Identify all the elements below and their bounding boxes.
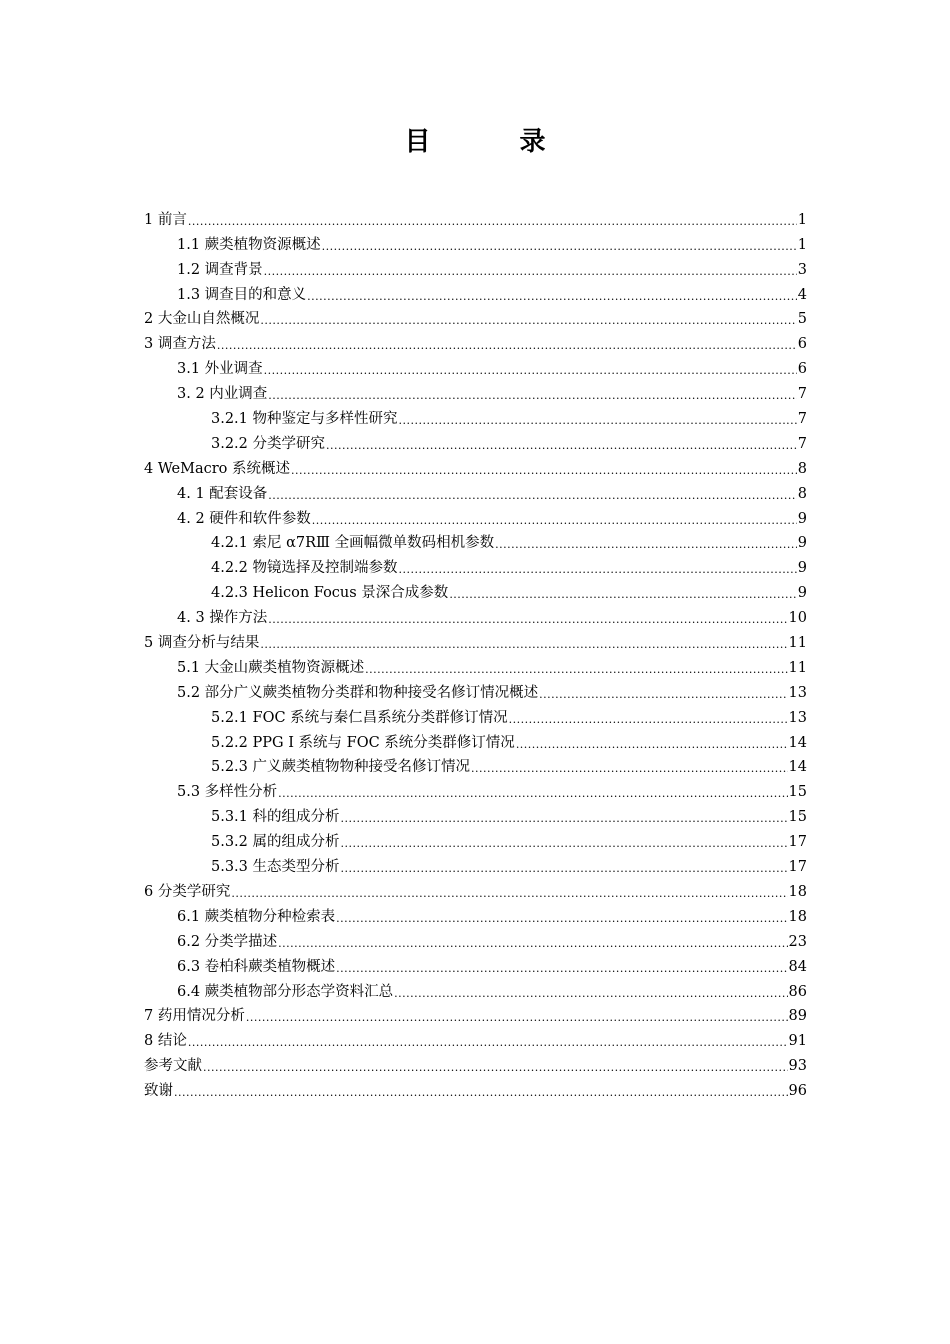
toc-dot-leader bbox=[188, 214, 797, 230]
toc-entry-page-number: 11 bbox=[788, 635, 807, 652]
toc-entry-page-number: 10 bbox=[788, 610, 807, 627]
toc-entry-title: 5.2 部分广义蕨类植物分类群和物种接受名修订情况概述 bbox=[177, 684, 539, 701]
toc-entry[interactable] bbox=[144, 777, 807, 802]
toc-entry-page-number: 7 bbox=[797, 386, 807, 403]
toc-entry-title: 5 调查分析与结果 bbox=[144, 635, 260, 652]
toc-dot-leader bbox=[495, 537, 797, 553]
toc-dot-leader bbox=[326, 438, 797, 454]
toc-entry[interactable] bbox=[144, 230, 807, 255]
toc-dot-leader bbox=[278, 936, 787, 952]
toc-dot-leader bbox=[539, 687, 787, 703]
toc-entry-title: 3.2.1 物种鉴定与多样性研究 bbox=[211, 411, 398, 428]
toc-entry-title: 5.1 大金山蕨类植物资源概述 bbox=[177, 659, 365, 676]
toc-entry-page-number: 7 bbox=[797, 411, 807, 428]
toc-entry-title: 6.3 卷柏科蕨类植物概述 bbox=[177, 958, 336, 975]
toc-entry-page-number: 17 bbox=[788, 859, 807, 876]
toc-entry-page-number: 14 bbox=[788, 759, 807, 776]
toc-dot-leader bbox=[217, 338, 797, 354]
toc-entry-page-number: 4 bbox=[797, 286, 807, 303]
toc-dot-leader bbox=[260, 313, 796, 329]
toc-dot-leader bbox=[268, 612, 787, 628]
toc-dot-leader bbox=[341, 811, 788, 827]
toc-entry-page-number: 18 bbox=[788, 908, 807, 925]
toc-entry-title: 1.1 蕨类植物资源概述 bbox=[177, 236, 321, 253]
toc-dot-leader bbox=[307, 289, 797, 305]
toc-entry[interactable] bbox=[144, 678, 807, 703]
toc-dot-leader bbox=[312, 513, 797, 529]
toc-dot-leader bbox=[399, 562, 797, 578]
toc-entry-page-number: 1 bbox=[797, 236, 807, 253]
toc-entry[interactable] bbox=[144, 603, 807, 628]
toc-dot-leader bbox=[509, 712, 788, 728]
toc-entry-title: 5.2.3 广义蕨类植物物种接受名修订情况 bbox=[211, 759, 471, 776]
toc-entry-page-number: 18 bbox=[788, 883, 807, 900]
toc-entry-page-number: 93 bbox=[788, 1058, 807, 1075]
toc-dot-leader bbox=[516, 737, 788, 753]
toc-entry[interactable] bbox=[144, 255, 807, 280]
toc-entry-title: 8 结论 bbox=[144, 1033, 187, 1050]
toc-entry-title: 4. 1 配套设备 bbox=[177, 485, 268, 502]
toc-entry-title: 5.2.1 FOC 系统与秦仁昌系统分类群修订情况 bbox=[211, 709, 508, 726]
toc-entry[interactable] bbox=[144, 329, 807, 354]
toc-dot-leader bbox=[449, 587, 796, 603]
toc-entry-title: 6.4 蕨类植物部分形态学资料汇总 bbox=[177, 983, 394, 1000]
toc-entry-title: 致谢 bbox=[144, 1083, 173, 1100]
toc-entry[interactable] bbox=[144, 504, 807, 529]
toc-entry[interactable] bbox=[144, 952, 807, 977]
toc-entry[interactable] bbox=[144, 977, 807, 1002]
toc-entry-page-number: 91 bbox=[788, 1033, 807, 1050]
toc-dot-leader bbox=[336, 961, 787, 977]
toc-entry-page-number: 9 bbox=[797, 535, 807, 552]
toc-entry-title: 4.2.3 Helicon Focus 景深合成参数 bbox=[211, 585, 449, 602]
toc-entry-title: 2 大金山自然概况 bbox=[144, 311, 260, 328]
toc-entry-title: 3. 2 内业调查 bbox=[177, 386, 268, 403]
toc-dot-leader bbox=[399, 413, 797, 429]
toc-entry-page-number: 9 bbox=[797, 510, 807, 527]
toc-entry-title: 5.3 多样性分析 bbox=[177, 784, 278, 801]
toc-entry-page-number: 86 bbox=[788, 983, 807, 1000]
toc-entry-title: 5.3.1 科的组成分析 bbox=[211, 809, 340, 826]
toc-dot-leader bbox=[322, 239, 797, 255]
toc-entry[interactable] bbox=[144, 529, 807, 554]
toc-entry-title: 3 调查方法 bbox=[144, 336, 216, 353]
toc-entry[interactable] bbox=[144, 454, 807, 479]
toc-entry[interactable] bbox=[144, 753, 807, 778]
toc-dot-leader bbox=[336, 911, 787, 927]
toc-dot-leader bbox=[365, 662, 787, 678]
toc-entry-title: 6.1 蕨类植物分种检索表 bbox=[177, 908, 336, 925]
toc-title: 目 录 bbox=[404, 127, 586, 157]
toc-entry[interactable] bbox=[144, 578, 807, 603]
toc-entry-page-number: 1 bbox=[797, 211, 807, 228]
toc-entry-title: 5.2.2 PPG I 系统与 FOC 系统分类群修订情况 bbox=[211, 734, 515, 751]
toc-entry[interactable] bbox=[144, 1076, 807, 1101]
toc-entry-page-number: 3 bbox=[797, 261, 807, 278]
toc-dot-leader bbox=[291, 463, 797, 479]
toc-dot-leader bbox=[260, 637, 787, 653]
table-of-contents bbox=[144, 205, 807, 1101]
toc-entry-page-number: 11 bbox=[788, 659, 807, 676]
toc-entry[interactable] bbox=[144, 852, 807, 877]
toc-entry-page-number: 8 bbox=[797, 485, 807, 502]
toc-entry-page-number: 9 bbox=[797, 560, 807, 577]
toc-dot-leader bbox=[264, 264, 797, 280]
toc-entry-page-number: 15 bbox=[788, 809, 807, 826]
toc-entry-page-number: 13 bbox=[788, 709, 807, 726]
toc-entry[interactable] bbox=[144, 305, 807, 330]
toc-entry[interactable] bbox=[144, 628, 807, 653]
toc-entry-page-number: 8 bbox=[797, 460, 807, 477]
toc-entry[interactable] bbox=[144, 902, 807, 927]
toc-entry[interactable] bbox=[144, 802, 807, 827]
toc-dot-leader bbox=[264, 363, 797, 379]
toc-entry-title: 5.3.3 生态类型分析 bbox=[211, 859, 340, 876]
toc-entry-title: 4 WeMacro 系统概述 bbox=[144, 460, 291, 477]
toc-entry[interactable] bbox=[144, 877, 807, 902]
toc-entry-page-number: 15 bbox=[788, 784, 807, 801]
toc-entry[interactable] bbox=[144, 429, 807, 454]
toc-entry[interactable] bbox=[144, 379, 807, 404]
toc-entry[interactable] bbox=[144, 653, 807, 678]
toc-entry-title: 参考文献 bbox=[144, 1058, 202, 1075]
toc-entry-page-number: 89 bbox=[788, 1008, 807, 1025]
toc-entry-title: 7 药用情况分析 bbox=[144, 1008, 245, 1025]
toc-dot-leader bbox=[188, 1035, 788, 1051]
toc-entry-title: 1 前言 bbox=[144, 211, 187, 228]
toc-entry-page-number: 13 bbox=[788, 684, 807, 701]
toc-entry[interactable] bbox=[144, 1002, 807, 1027]
toc-entry[interactable] bbox=[144, 205, 807, 230]
toc-entry-title: 3.2.2 分类学研究 bbox=[211, 435, 326, 452]
toc-dot-leader bbox=[268, 488, 796, 504]
toc-entry-page-number: 17 bbox=[788, 834, 807, 851]
toc-dot-leader bbox=[268, 388, 796, 404]
toc-entry-page-number: 96 bbox=[788, 1083, 807, 1100]
toc-entry[interactable] bbox=[144, 479, 807, 504]
toc-entry-page-number: 6 bbox=[797, 336, 807, 353]
toc-entry[interactable] bbox=[144, 1051, 807, 1076]
toc-entry-page-number: 14 bbox=[788, 734, 807, 751]
toc-dot-leader bbox=[341, 861, 788, 877]
toc-entry-title: 6 分类学研究 bbox=[144, 883, 231, 900]
toc-entry-title: 1.2 调查背景 bbox=[177, 261, 263, 278]
toc-entry-page-number: 23 bbox=[788, 933, 807, 950]
toc-entry[interactable] bbox=[144, 280, 807, 305]
toc-entry-page-number: 5 bbox=[797, 311, 807, 328]
toc-dot-leader bbox=[174, 1085, 788, 1101]
toc-entry-title: 4. 2 硬件和软件参数 bbox=[177, 510, 311, 527]
toc-dot-leader bbox=[341, 836, 788, 852]
toc-entry-title: 5.3.2 属的组成分析 bbox=[211, 834, 340, 851]
toc-entry[interactable] bbox=[144, 404, 807, 429]
toc-entry[interactable] bbox=[144, 728, 807, 753]
toc-dot-leader bbox=[203, 1060, 788, 1076]
toc-entry[interactable] bbox=[144, 553, 807, 578]
toc-entry[interactable] bbox=[144, 927, 807, 952]
toc-dot-leader bbox=[246, 1010, 788, 1026]
toc-dot-leader bbox=[471, 761, 788, 777]
toc-dot-leader bbox=[278, 786, 787, 802]
toc-entry-page-number: 6 bbox=[797, 361, 807, 378]
toc-entry[interactable] bbox=[144, 354, 807, 379]
toc-entry-title: 4.2.1 索尼 α7RⅢ 全画幅微单数码相机参数 bbox=[211, 535, 495, 552]
toc-entry-page-number: 7 bbox=[797, 435, 807, 452]
toc-dot-leader bbox=[231, 886, 787, 902]
toc-entry[interactable] bbox=[144, 1026, 807, 1051]
toc-entry-title: 4.2.2 物镜选择及控制端参数 bbox=[211, 560, 398, 577]
toc-entry-title: 4. 3 操作方法 bbox=[177, 610, 268, 627]
toc-entry-page-number: 9 bbox=[797, 585, 807, 602]
toc-entry[interactable] bbox=[144, 827, 807, 852]
toc-entry-title: 3.1 外业调查 bbox=[177, 361, 263, 378]
toc-entry-page-number: 84 bbox=[788, 958, 807, 975]
toc-entry-title: 1.3 调查目的和意义 bbox=[177, 286, 307, 303]
toc-dot-leader bbox=[394, 986, 787, 1002]
toc-entry[interactable] bbox=[144, 703, 807, 728]
toc-entry-title: 6.2 分类学描述 bbox=[177, 933, 278, 950]
